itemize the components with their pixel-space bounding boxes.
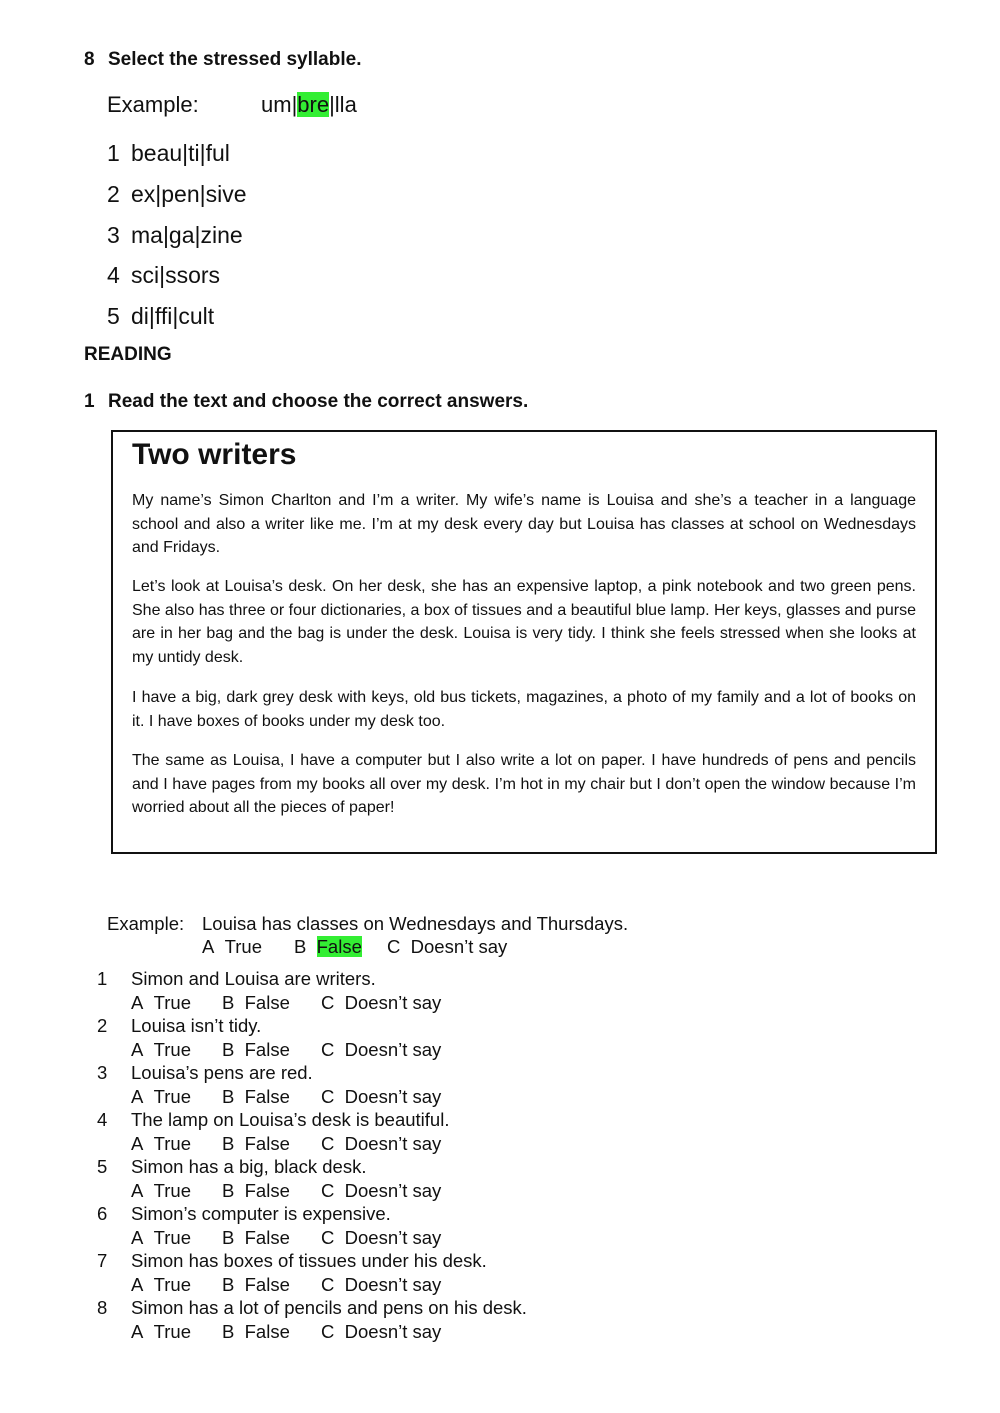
- question-6-text: Simon’s computer is expensive.: [131, 1203, 391, 1224]
- question-1-option-a[interactable]: A True: [131, 992, 191, 1013]
- question-4-number: 4: [97, 1109, 108, 1130]
- reading-paragraph-4: The same as Louisa, I have a computer but I also write a lot on paper. I have hundreds of pens and pencils and I have pages from my books all over my desk. I’m hot in my chair but I don’t open the window because I’m worried about all the pieces of paper!: [132, 752, 916, 816]
- syllable-item-number: 2: [107, 181, 120, 207]
- reading-task-number: 1: [84, 391, 95, 412]
- syllable-item-1[interactable]: [107, 140, 230, 167]
- question-5-options: [131, 1180, 531, 1204]
- question-example-text: Louisa has classes on Wednesdays and Thursdays.: [202, 913, 629, 934]
- example-option-c[interactable]: C Doesn’t say: [387, 936, 508, 957]
- question-8-number: 8: [97, 1297, 108, 1318]
- task-8-title: Select the stressed syllable.: [108, 49, 362, 70]
- question-7-option-b[interactable]: B False: [222, 1274, 290, 1295]
- question-2-number: 2: [97, 1015, 108, 1036]
- question-3-options: [131, 1086, 531, 1110]
- question-2-text: Louisa isn’t tidy.: [131, 1015, 262, 1036]
- example-option-a[interactable]: A True: [202, 936, 262, 957]
- syllable-example-label: Example:: [107, 92, 199, 117]
- syllable-item-4[interactable]: [107, 262, 220, 289]
- question-7-number: 7: [97, 1250, 108, 1271]
- syllable-item-word[interactable]: di|ffi|cult: [131, 303, 215, 329]
- question-3-text: Louisa’s pens are red.: [131, 1062, 313, 1083]
- task-8-number: 8: [84, 49, 95, 70]
- question-7-option-a[interactable]: A True: [131, 1274, 191, 1295]
- question-8-option-c[interactable]: C Doesn’t say: [321, 1321, 442, 1342]
- question-8-option-b[interactable]: B False: [222, 1321, 290, 1342]
- question-example-options: [202, 936, 602, 962]
- syllable-item-word[interactable]: sci|ssors: [131, 262, 221, 288]
- question-5-option-b[interactable]: B False: [222, 1180, 290, 1201]
- question-2-option-c[interactable]: C Doesn’t say: [321, 1039, 442, 1060]
- reading-text-box: [111, 430, 937, 854]
- question-3-option-a[interactable]: A True: [131, 1086, 191, 1107]
- example-syllable-2-selected[interactable]: bre: [297, 92, 330, 117]
- question-6-option-c[interactable]: C Doesn’t say: [321, 1227, 442, 1248]
- question-6-option-a[interactable]: A True: [131, 1227, 191, 1248]
- task-8-heading: [84, 49, 361, 71]
- syllable-item-number: 5: [107, 303, 120, 329]
- reading-task-title: Read the text and choose the correct answers.: [108, 391, 529, 412]
- question-7-option-c[interactable]: C Doesn’t say: [321, 1274, 442, 1295]
- example-syllable-1[interactable]: um: [261, 92, 292, 117]
- question-1-option-b[interactable]: B False: [222, 992, 290, 1013]
- reading-paragraph-3: I have a big, dark grey desk with keys, old bus tickets, magazines, a photo of my family and a lot of books on it. I have boxes of books under my desk too.: [132, 689, 916, 730]
- syllable-item-number: 3: [107, 222, 120, 248]
- reading-text-title: Two writers: [132, 438, 297, 471]
- question-3-option-c[interactable]: C Doesn’t say: [321, 1086, 442, 1107]
- example-separator-1: |: [291, 92, 298, 117]
- question-1-option-c[interactable]: C Doesn’t say: [321, 992, 442, 1013]
- question-5-number: 5: [97, 1156, 108, 1177]
- syllable-item-word[interactable]: beau|ti|ful: [131, 140, 230, 166]
- question-1-text: Simon and Louisa are writers.: [131, 968, 376, 989]
- question-6-options: [131, 1227, 531, 1251]
- syllable-example-word: [261, 92, 357, 118]
- question-4-option-b[interactable]: B False: [222, 1133, 290, 1154]
- reading-paragraph-2: Let’s look at Louisa’s desk. On her desk, she has an expensive laptop, a pink notebook and two green pens. She also has three or four dictionaries, a box of tissues and a beautiful blue lamp. Her keys, glasses and purse are in her bag and the bag is under the desk. Louisa is very tidy. I think she feels stressed when she looks at my untidy desk.: [132, 578, 916, 666]
- example-separator-2: |: [329, 92, 335, 117]
- question-5-text: Simon has a big, black desk.: [131, 1156, 367, 1177]
- question-3-number: 3: [97, 1062, 108, 1083]
- syllable-item-2[interactable]: [107, 181, 247, 208]
- reading-task-heading: [84, 391, 528, 413]
- question-2-option-a[interactable]: A True: [131, 1039, 191, 1060]
- question-example-label: Example:: [107, 913, 185, 934]
- syllable-item-number: 4: [107, 262, 120, 288]
- question-8-text: Simon has a lot of pencils and pens on his desk.: [131, 1297, 527, 1318]
- syllable-item-3[interactable]: [107, 222, 243, 249]
- question-4-option-a[interactable]: A True: [131, 1133, 191, 1154]
- question-7-text: Simon has boxes of tissues under his desk.: [131, 1250, 487, 1271]
- example-syllable-3[interactable]: lla: [334, 92, 357, 117]
- question-1-number: 1: [97, 968, 108, 989]
- reading-section-title: READING: [84, 344, 172, 365]
- question-2-option-b[interactable]: B False: [222, 1039, 290, 1060]
- question-5-option-c[interactable]: C Doesn’t say: [321, 1180, 442, 1201]
- question-8-option-a[interactable]: A True: [131, 1321, 191, 1342]
- question-2-options: [131, 1039, 531, 1063]
- question-4-text: The lamp on Louisa’s desk is beautiful.: [131, 1109, 450, 1130]
- syllable-item-5[interactable]: [107, 303, 214, 330]
- question-7-options: [131, 1274, 531, 1298]
- question-8-options: [131, 1321, 531, 1345]
- question-5-option-a[interactable]: A True: [131, 1180, 191, 1201]
- question-1-options: [131, 992, 531, 1016]
- question-4-option-c[interactable]: C Doesn’t say: [321, 1133, 442, 1154]
- question-6-option-b[interactable]: B False: [222, 1227, 290, 1248]
- question-6-number: 6: [97, 1203, 108, 1224]
- question-3-option-b[interactable]: B False: [222, 1086, 290, 1107]
- syllable-item-word[interactable]: ma|ga|zine: [131, 222, 243, 248]
- syllable-item-word[interactable]: ex|pen|sive: [131, 181, 247, 207]
- question-4-options: [131, 1133, 531, 1157]
- example-option-b-selected[interactable]: B False: [294, 936, 362, 957]
- syllable-item-number: 1: [107, 140, 120, 166]
- reading-paragraph-1: My name’s Simon Charlton and I’m a writer. My wife’s name is Louisa and she’s a teacher in a language school and also a writer like me. I’m at my desk every day but Louisa has classes at school on Wednesdays and Fridays.: [132, 492, 916, 556]
